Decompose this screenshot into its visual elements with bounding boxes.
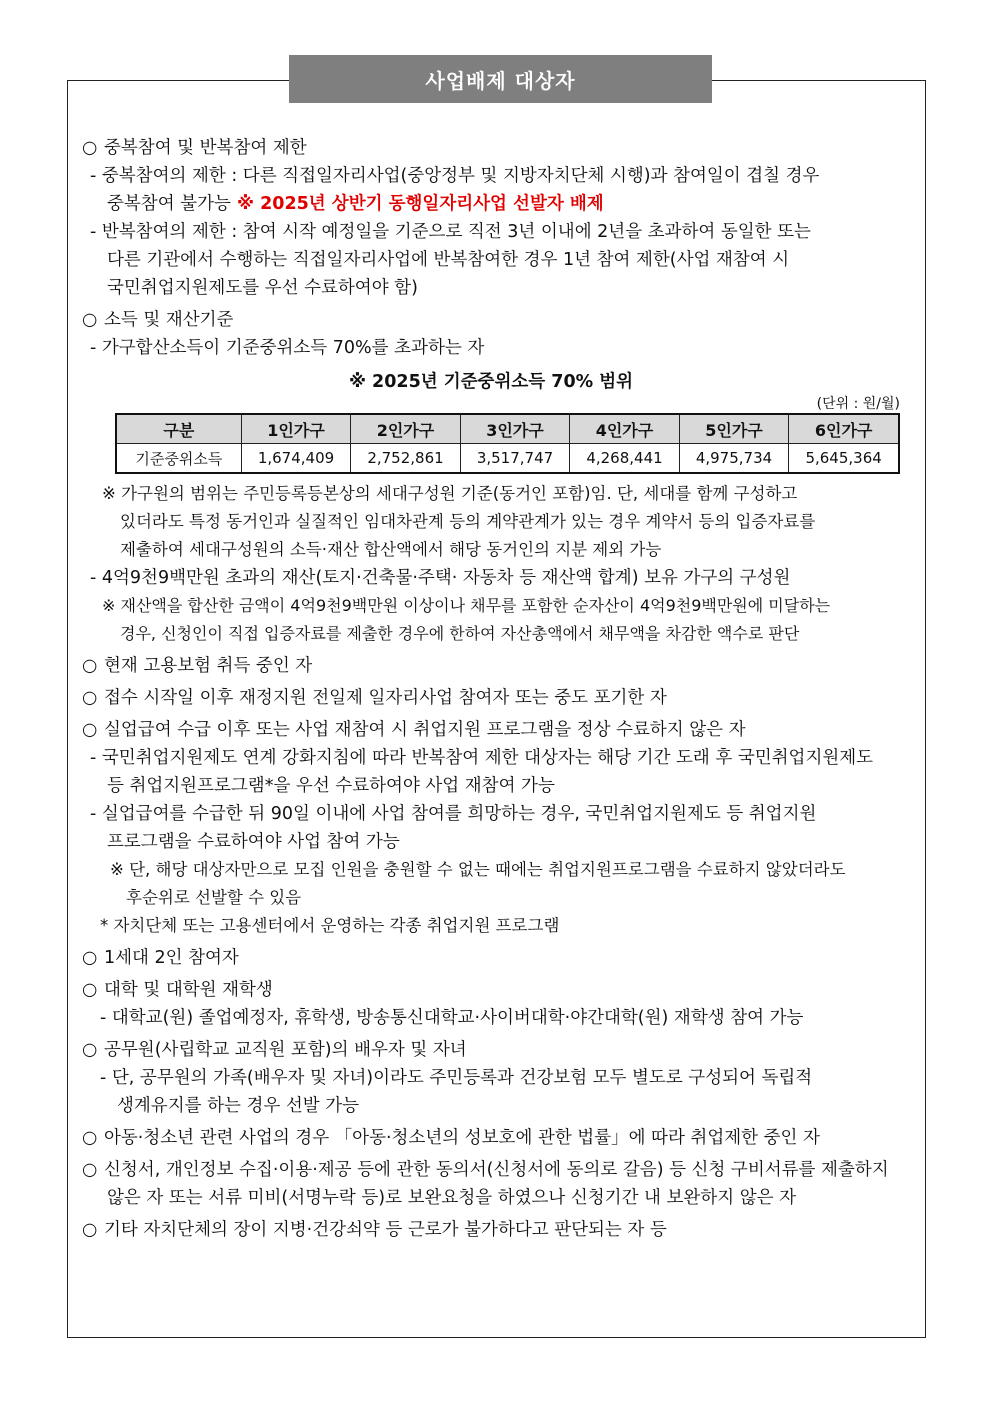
table-cell: 기준중위소득 — [116, 444, 241, 474]
circle-bullet-icon: ○ — [82, 688, 98, 708]
item-text: 기타 자치단체의 장이 지병·건강쇠약 등 근로가 불가하다고 판단되는 자 등 — [104, 1220, 667, 1240]
circle-bullet-icon: ○ — [82, 1220, 98, 1240]
table-cell: 5,645,364 — [789, 444, 899, 474]
sub-item: - 실업급여를 수급한 뒤 90일 이내에 사업 참여를 희망하는 경우, 국민취업지원제도 등 취업지원 — [90, 804, 817, 824]
circle-bullet-icon: ○ — [82, 656, 98, 676]
footnote: * 자치단체 또는 고용센터에서 운영하는 각종 취업지원 프로그램 — [100, 916, 560, 935]
item-text: 접수 시작일 이후 재정지원 전일제 일자리사업 참여자 또는 중도 포기한 자 — [104, 688, 667, 708]
item-duplicate-participation — [82, 134, 900, 162]
table-unit: (단위 : 원/월) — [816, 396, 900, 412]
item-text: 현재 고용보험 취득 중인 자 — [104, 656, 313, 676]
sub-item: - 대학교(원) 졸업예정자, 휴학생, 방송통신대학교·사이버대학·야간대학(원) 재학생 참여 가능 — [100, 1008, 804, 1028]
sub-item: - 가구합산소득이 기준중위소득 70%를 초과하는 자 — [90, 338, 485, 358]
table-title: ※ 2025년 기준중위소득 70% 범위 — [348, 372, 634, 392]
item-civil-servant-family — [82, 1036, 900, 1064]
table-cell: 4,268,441 — [570, 444, 680, 474]
item-child-protection — [82, 1124, 900, 1152]
item-text: 중복참여 및 반복참여 제한 — [104, 138, 307, 158]
item-same-household — [82, 944, 900, 972]
item-text: 아동·청소년 관련 사업의 경우 「아동·청소년의 성보호에 관한 법률」에 따라 취업제한 중인 자 — [104, 1128, 820, 1148]
section-title: 사업배제 대상자 — [289, 55, 712, 103]
sub-item: - 반복참여의 제한 : 참여 시작 예정일을 기준으로 직전 3년 이내에 2년을 초과하여 동일한 또는 — [90, 222, 811, 242]
circle-bullet-icon: ○ — [82, 980, 98, 1000]
table-header-row — [116, 414, 899, 444]
sub-item: - 국민취업지원제도 연계 강화지침에 따라 반복참여 제한 대상자는 해당 기간 도래 후 국민취업지원제도 — [90, 748, 874, 768]
circle-bullet-icon: ○ — [82, 310, 98, 330]
note-cont: 있더라도 특정 동거인과 실질적인 임대차관계 등의 계약관계가 있는 경우 계약서 등의 입증자료를 — [120, 512, 816, 531]
table-row — [116, 444, 899, 474]
item-text: 실업급여 수급 이후 또는 사업 재참여 시 취업지원 프로그램을 정상 수료하지 않은 자 — [104, 720, 746, 740]
table-header: 5인가구 — [679, 414, 789, 444]
item-text: 신청서, 개인정보 수집·이용·제공 등에 관한 동의서(신청서에 동의로 갈음) 등 신청 구비서류를 제출하지 — [104, 1160, 889, 1180]
item-employment-insurance — [82, 652, 900, 680]
sub-item-cont: 등 취업지원프로그램*을 우선 수료하여야 사업 재참여 가능 — [107, 776, 555, 796]
item-income-assets — [82, 306, 900, 334]
sub-item: - 단, 공무원의 가족(배우자 및 자녀)이라도 주민등록과 건강보험 모두 별도로 구성되어 독립적 — [100, 1068, 813, 1088]
sub-item-cont: 다른 기관에서 수행하는 직접일자리사업에 반복참여한 경우 1년 참여 제한(사업 재참여 시 — [107, 250, 790, 270]
table-cell: 2,752,861 — [351, 444, 461, 474]
item-students — [82, 976, 900, 1004]
table-header: 구분 — [116, 414, 241, 444]
document-body — [82, 130, 900, 1244]
table-header: 2인가구 — [351, 414, 461, 444]
table-header: 3인가구 — [460, 414, 570, 444]
circle-bullet-icon: ○ — [82, 1040, 98, 1060]
sub-item: - 중복참여의 제한 : 다른 직접일자리사업(중앙정부 및 지방자치단체 시행)과 참여일이 겹칠 경우 — [90, 166, 820, 186]
item-text: 대학 및 대학원 재학생 — [104, 980, 273, 1000]
note: ※ 가구원의 범위는 주민등록등본상의 세대구성원 기준(동거인 포함)임. 단, 세대를 함께 구성하고 — [102, 484, 798, 503]
median-income-table — [115, 413, 900, 474]
highlight-notice: ※ 2025년 상반기 동행일자리사업 선발자 배제 — [230, 194, 604, 214]
item-missing-documents — [82, 1156, 900, 1184]
table-header: 1인가구 — [241, 414, 351, 444]
circle-bullet-icon: ○ — [82, 1128, 98, 1148]
item-text: 소득 및 재산기준 — [104, 310, 234, 330]
sub-item-cont — [82, 190, 900, 218]
circle-bullet-icon: ○ — [82, 948, 98, 968]
sub-item-cont: 프로그램을 수료하여야 사업 참여 가능 — [107, 832, 400, 852]
item-fulltime-participant — [82, 684, 900, 712]
circle-bullet-icon: ○ — [82, 720, 98, 740]
note-cont: 경우, 신청인이 직접 입증자료를 제출한 경우에 한하여 자산총액에서 채무액을 차감한 액수로 판단 — [120, 624, 800, 643]
note-cont: 제출하여 세대구성원의 소득·재산 합산액에서 해당 동거인의 지분 제외 가능 — [120, 540, 662, 559]
item-text: 공무원(사립학교 교직원 포함)의 배우자 및 자녀 — [104, 1040, 467, 1060]
note: ※ 재산액을 합산한 금액이 4억9천9백만원 이상이나 채무를 포함한 순자산이 4억9천9백만원에 미달하는 — [102, 596, 831, 615]
sub-item-cont: 생계유지를 하는 경우 선발 가능 — [117, 1096, 360, 1116]
note-cont: 후순위로 선발할 수 있음 — [126, 888, 302, 907]
table-header: 4인가구 — [570, 414, 680, 444]
sub-item: - 4억9천9백만원 초과의 재산(토지·건축물·주택· 자동차 등 재산액 합계) 보유 가구의 구성원 — [90, 568, 791, 588]
note: ※ 단, 해당 대상자만으로 모집 인원을 충원할 수 없는 때에는 취업지원프로그램을 수료하지 않았더라도 — [110, 860, 846, 879]
item-text: 1세대 2인 참여자 — [104, 948, 239, 968]
table-cell: 1,674,409 — [241, 444, 351, 474]
table-header: 6인가구 — [789, 414, 899, 444]
item-unemployment-benefit — [82, 716, 900, 744]
item-other — [82, 1216, 900, 1244]
item-text-cont: 않은 자 또는 서류 미비(서명누락 등)로 보완요청을 하였으나 신청기간 내 보완하지 않은 자 — [107, 1188, 796, 1208]
table-cell: 3,517,747 — [460, 444, 570, 474]
sub-item-text: 중복참여 불가능 — [107, 194, 231, 214]
circle-bullet-icon: ○ — [82, 138, 98, 158]
table-cell: 4,975,734 — [679, 444, 789, 474]
circle-bullet-icon: ○ — [82, 1160, 98, 1180]
sub-item-cont: 국민취업지원제도를 우선 수료하여야 함) — [107, 278, 418, 298]
